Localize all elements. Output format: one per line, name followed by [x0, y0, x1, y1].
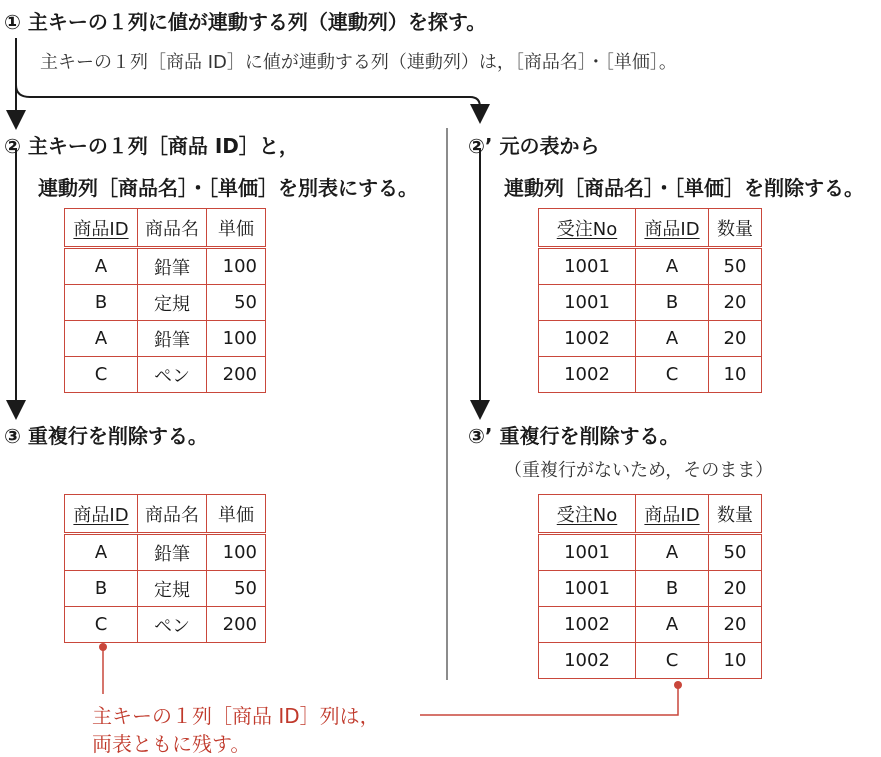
- table-row: [539, 607, 762, 643]
- cell-product-id: A: [636, 534, 709, 571]
- cell-product-id: C: [636, 357, 709, 393]
- cell-unit-price: 200: [207, 357, 266, 393]
- step3-heading: ③ 重複行を削除する。: [4, 424, 208, 448]
- cell-quantity: 50: [709, 534, 762, 571]
- table-row: [65, 607, 266, 643]
- cell-product-name: 定規: [138, 571, 207, 607]
- product-table-after: [64, 494, 266, 643]
- header-product-id: 商品ID: [65, 495, 138, 534]
- cell-order-no: 1001: [539, 534, 636, 571]
- table-row: [539, 643, 762, 679]
- table-row: [65, 357, 266, 393]
- note-line2: 両表ともに残す。: [92, 732, 251, 756]
- table-row: [539, 248, 762, 285]
- cell-quantity: 50: [709, 248, 762, 285]
- cell-product-id: B: [636, 571, 709, 607]
- cell-product-id: B: [65, 571, 138, 607]
- cell-order-no: 1002: [539, 643, 636, 679]
- table-row: [65, 534, 266, 571]
- header-order-no: 受注No: [539, 209, 636, 248]
- header-product-name: 商品名: [138, 209, 207, 248]
- step2-heading-line2: 連動列［商品名］・［単価］を別表にする。: [38, 176, 418, 200]
- cell-quantity: 20: [709, 321, 762, 357]
- cell-unit-price: 100: [207, 534, 266, 571]
- cell-product-name: 鉛筆: [138, 534, 207, 571]
- cell-order-no: 1002: [539, 357, 636, 393]
- order-table-before: [538, 208, 762, 393]
- cell-product-name: ペン: [138, 607, 207, 643]
- cell-product-id: C: [65, 357, 138, 393]
- cell-product-id: A: [65, 321, 138, 357]
- cell-order-no: 1001: [539, 571, 636, 607]
- cell-order-no: 1001: [539, 285, 636, 321]
- cell-product-id: C: [65, 607, 138, 643]
- product-table-before: [64, 208, 266, 393]
- cell-unit-price: 50: [207, 285, 266, 321]
- cell-product-id: A: [636, 607, 709, 643]
- cell-quantity: 20: [709, 607, 762, 643]
- table-row: [539, 357, 762, 393]
- cell-quantity: 20: [709, 571, 762, 607]
- order-table-after: [538, 494, 762, 679]
- header-quantity: 数量: [709, 209, 762, 248]
- cell-unit-price: 50: [207, 571, 266, 607]
- cell-product-id: C: [636, 643, 709, 679]
- cell-product-id: A: [65, 248, 138, 285]
- header-product-id: 商品ID: [65, 209, 138, 248]
- header-product-id: 商品ID: [636, 495, 709, 534]
- table-row: [65, 285, 266, 321]
- note-line-right: [420, 685, 678, 715]
- header-unit-price: 単価: [207, 495, 266, 534]
- table-row: [65, 248, 266, 285]
- cell-product-name: 鉛筆: [138, 321, 207, 357]
- table-row: [539, 571, 762, 607]
- cell-product-name: 鉛筆: [138, 248, 207, 285]
- table-row: [539, 285, 762, 321]
- cell-unit-price: 100: [207, 248, 266, 285]
- cell-product-id: A: [636, 248, 709, 285]
- step1-subtext: 主キーの１列［商品 ID］に値が連動する列（連動列）は，［商品名］・［単価］。: [40, 52, 677, 73]
- header-product-name: 商品名: [138, 495, 207, 534]
- cell-order-no: 1002: [539, 607, 636, 643]
- cell-unit-price: 100: [207, 321, 266, 357]
- step1-heading: ① 主キーの１列に値が連動する列（連動列）を探す。: [4, 10, 487, 34]
- table-row: [539, 321, 762, 357]
- cell-product-name: ペン: [138, 357, 207, 393]
- cell-quantity: 10: [709, 357, 762, 393]
- cell-product-id: A: [65, 534, 138, 571]
- cell-product-id: B: [636, 285, 709, 321]
- cell-quantity: 10: [709, 643, 762, 679]
- step3p-subtext: （重複行がないため，そのまま）: [504, 460, 774, 481]
- arrow-step1-to-step2p: [16, 85, 480, 114]
- header-unit-price: 単価: [207, 209, 266, 248]
- header-product-id: 商品ID: [636, 209, 709, 248]
- header-quantity: 数量: [709, 495, 762, 534]
- cell-product-id: A: [636, 321, 709, 357]
- table-row: [539, 534, 762, 571]
- cell-order-no: 1002: [539, 321, 636, 357]
- table-row: [65, 321, 266, 357]
- step2p-heading-line1: ②’ 元の表から: [468, 134, 600, 158]
- step2-heading-line1: ② 主キーの１列［商品 ID］と，: [4, 134, 299, 158]
- cell-product-id: B: [65, 285, 138, 321]
- cell-unit-price: 200: [207, 607, 266, 643]
- cell-product-name: 定規: [138, 285, 207, 321]
- note-line1: 主キーの１列［商品 ID］列は，: [92, 704, 380, 728]
- header-order-no: 受注No: [539, 495, 636, 534]
- step2p-heading-line2: 連動列［商品名］・［単価］を削除する。: [504, 176, 864, 200]
- table-row: [65, 571, 266, 607]
- cell-quantity: 20: [709, 285, 762, 321]
- step3p-heading: ③’ 重複行を削除する。: [468, 424, 680, 448]
- cell-order-no: 1001: [539, 248, 636, 285]
